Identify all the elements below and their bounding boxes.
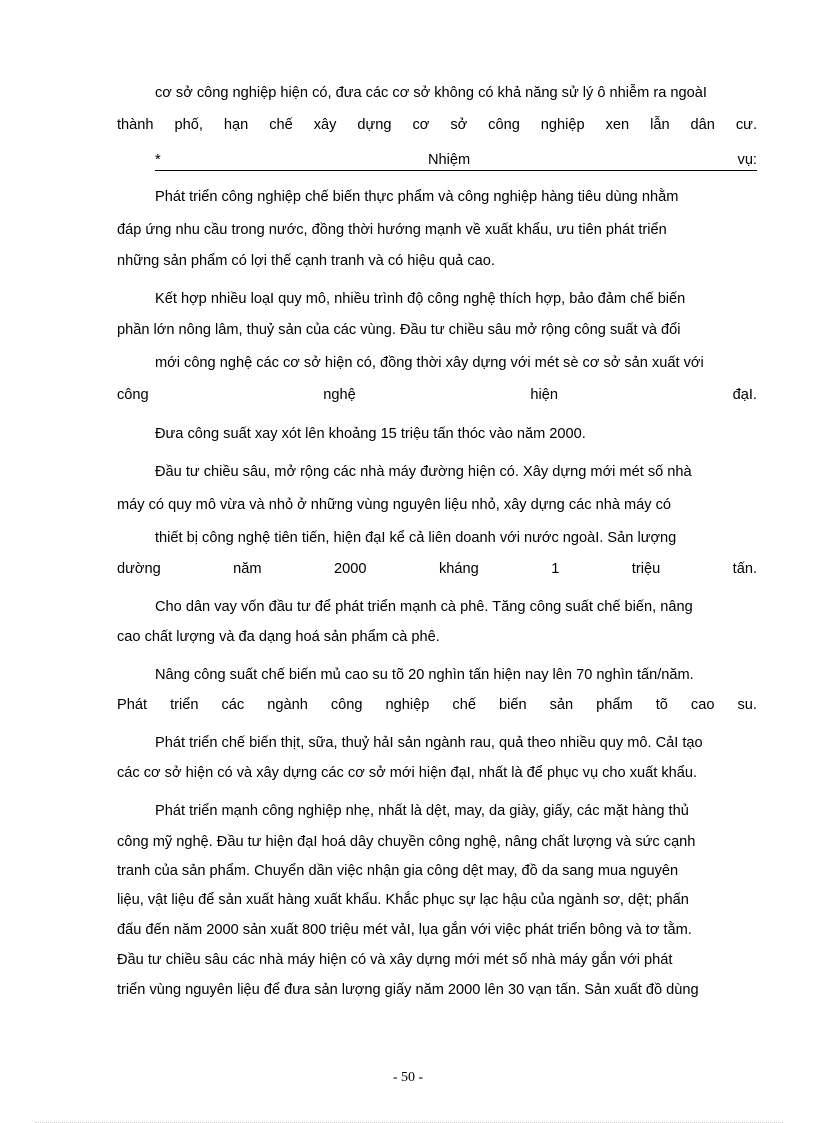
text-line: đấu đến năm 2000 sản xuất 800 triệu mét vảI, lụa gắn với việc phát triển bông và tơ tằm. [117, 922, 692, 938]
text-line: Phát triển mạnh công nghiệp nhẹ, nhất là dệt, may, da giày, giấy, các mặt hàng thủ [155, 803, 689, 819]
text-line: đáp ứng nhu cầu trong nước, đồng thời hướng mạnh về xuất khẩu, ưu tiên phát triển [117, 222, 667, 238]
text-line: thành phố, hạn chế xây dựng cơ sở công nghiệp xen lẫn dân cư. [117, 117, 757, 133]
text-line: Phát triển công nghiệp chế biến thực phẩm và công nghiệp hàng tiêu dùng nhằm [155, 189, 679, 205]
text-line: Phát triển chế biến thịt, sữa, thuỷ hảI sản ngành rau, quả theo nhiều quy mô. CảI tạo [155, 735, 703, 751]
text-line: thiết bị công nghệ tiên tiến, hiện đạI kể cả liên doanh với nước ngoàI. Sản lượng [155, 530, 677, 546]
text-line: những sản phẩm có lợi thế cạnh tranh và có hiệu quả cao. [117, 253, 495, 269]
text-line: Cho dân vay vốn đầu tư để phát triển mạnh cà phê. Tăng công suất chế biến, nâng [155, 599, 693, 615]
text-line: tranh của sản phẩm. Chuyển dần việc nhận gia công dệt may, đồ da sang mua nguyên [117, 863, 679, 879]
text-line: công nghệ hiện đạI. [117, 387, 757, 403]
text-line: công mỹ nghệ. Đầu tư hiện đạI hoá dây chuyền công nghệ, nâng chất lượng và sức cạnh [117, 834, 696, 850]
text-line: phần lớn nông lâm, thuỷ sản của các vùng. Đầu tư chiều sâu mở rộng công suất và đổi [117, 322, 681, 338]
heading-star: * [155, 152, 161, 168]
page-number: - 50 - [392, 1070, 424, 1085]
text-line: Đưa công suất xay xót lên khoảng 15 triệu tấn thóc vào năm 2000. [155, 426, 586, 442]
text-line: máy có quy mô vừa và nhỏ ở những vùng nguyên liệu nhỏ, xây dựng các nhà máy có [117, 497, 672, 513]
text-line: cơ sở công nghiệp hiện có, đưa các cơ sở không có khả năng sử lý ô nhiễm ra ngoàI [155, 85, 707, 101]
heading-title: Nhiệm [428, 152, 471, 168]
heading-suffix: vụ: [737, 152, 757, 168]
text-line: liệu, vật liệu để sản xuất hàng xuất khẩu. Khắc phục sự lạc hậu của ngành sơ, dệt; phấn [117, 892, 689, 908]
text-line: Kết hợp nhiều loạI quy mô, nhiều trình độ công nghệ thích hợp, bảo đảm chế biến [155, 291, 686, 307]
text-line: Nâng công suất chế biến mủ cao su tõ 20 nghìn tấn hiện nay lên 70 nghìn tấn/năm. [155, 667, 694, 683]
text-line: Đầu tư chiều sâu, mở rộng các nhà máy đường hiện có. Xây dựng mới mét số nhà [155, 464, 692, 480]
text-line: các cơ sở hiện có và xây dựng các cơ sở mới hiện đạI, nhất là để phục vụ cho xuất khẩu. [117, 765, 698, 781]
text-line: Phát triển các ngành công nghiệp chế biến sản phẩm tõ cao su. [117, 697, 757, 713]
text-line: mới công nghệ các cơ sở hiện có, đồng thời xây dựng với mét sè cơ sở sản xuất với [155, 355, 704, 371]
text-line: Đầu tư chiều sâu các nhà máy hiện có và xây dựng mới mét số nhà máy gắn với phát [117, 952, 673, 968]
text-line: dường năm 2000 kháng 1 triệu tấn. [117, 561, 757, 577]
text-line: cao chất lượng và đa dạng hoá sản phẩm cà phê. [117, 629, 440, 645]
section-heading [155, 150, 757, 171]
text-line: triển vùng nguyên liệu để đưa sản lượng giấy năm 2000 lên 30 vạn tấn. Sản xuất đồ dùng [117, 982, 699, 998]
